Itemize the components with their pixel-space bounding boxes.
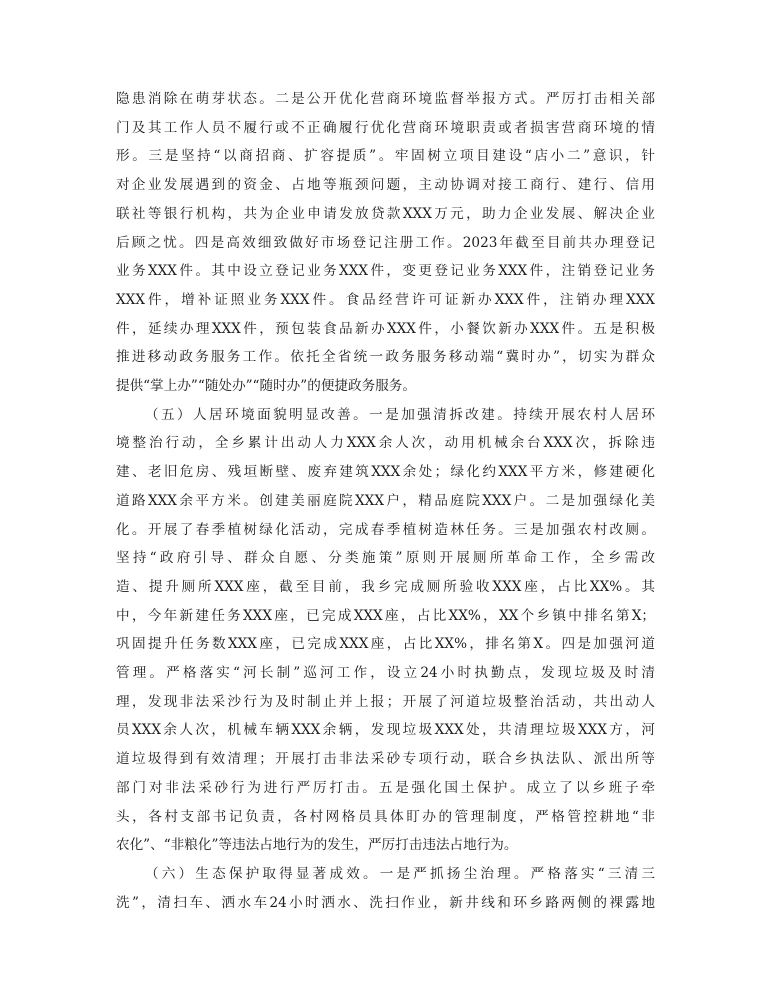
text-line: 理，发现非法采沙行为及时制止并上报；开展了河道垃圾整治活动，共出动人 [116,693,655,710]
text-line: 中，今年新建任务XXX座，已完成XXX座，占比XX%，XX个乡镇中排名第X； [116,607,655,624]
text-line: 提供“掌上办”“随处办”“随时办”的便捷政务服务。 [116,378,416,394]
text-line: 建、老旧危房、残垣断壁、废弃建筑XXX余处；绿化约XXX平方米，修建硬化 [116,464,655,481]
text-line: 巩固提升任务数XXX座，已完成XXX座，占比XX%，排名第X。四是加强河道 [116,636,655,653]
text-line: 件，延续办理XXX件，预包装食品新办XXX件，小餐饮新办XXX件。五是积极 [116,320,655,337]
text-line: 农化”、“非粮化”等违法占地行为的发生，严厉打击违法占地行为。 [116,837,518,854]
text-line: 联社等银行机构，共为企业申请发放贷款XXX万元，助力企业发展、解决企业 [116,205,655,222]
text-line: 对企业发展遇到的资金、占地等瓶颈问题，主动协调对接工商行、建行、信用 [116,177,655,194]
text-line: 员XXX余人次，机械车辆XXX余辆，发现垃圾XXX处，共清理垃圾XXX方，河 [116,722,655,739]
text-line: 推进移动政务服务工作。依托全省统一政务服务移动端“冀时办”，切实为群众 [116,349,655,366]
text-line: 坚持“政府引导、群众自愿、分类施策”原则开展厕所革命工作，全乡需改 [116,550,655,567]
text-line: 后顾之忧。四是高效细致做好市场登记注册工作。2023年截至目前共办理登记 [116,234,655,251]
text-line: （六）生态保护取得显著成效。一是严抓扬尘治理。严格落实“三清三 [145,865,655,882]
text-line: 管理。严格落实“河长制”巡河工作，设立24小时执勤点，发现垃圾及时清 [116,665,655,681]
text-line: XXX件，增补证照业务XXX件。食品经营许可证新办XXX件，注销办理XXX [116,291,655,308]
text-line: 洗”，清扫车、洒水车24小时洒水、洗扫作业，新井线和环乡路两侧的裸露地 [116,894,655,911]
text-line: 境整治行动，全乡累计出动人力XXX余人次，动用机械余台XXX次，拆除违 [116,435,655,452]
text-line: 隐患消除在萌芽状态。二是公开优化营商环境监督举报方式。严厉打击相关部 [116,91,655,107]
text-line: 造、提升厕所XXX座，截至目前，我乡完成厕所验收XXX座，占比XX%。其 [116,578,655,595]
text-line: 业务XXX件。其中设立登记业务XXX件，变更登记业务XXX件，注销登记业务 [116,263,655,280]
text-line: 道路XXX余平方米。创建美丽庭院XXX户，精品庭院XXX户。二是加强绿化美 [116,492,655,509]
text-line: 头，各村支部书记负责，各村网格员具体盯办的管理制度，严格管控耕地“非 [116,808,655,825]
text-line: 部门对非法采砂行为进行严厉打击。五是强化国土保护。成立了以乡班子牵 [116,779,655,796]
text-line: 形。三是坚持“以商招商、扩容提质”。牢固树立项目建设“店小二”意识，针 [116,148,655,165]
text-line: 门及其工作人员不履行或不正确履行优化营商环境职责或者损害营商环境的情 [116,119,655,136]
text-line: 道垃圾得到有效清理；开展打击非法采砂专项行动，联合乡执法队、派出所等 [116,751,655,768]
text-line: 化。开展了春季植树绿化活动，完成春季植树造林任务。三是加强农村改厕。 [116,521,655,538]
text-line: （五）人居环境面貌明显改善。一是加强清拆改建。持续开展农村人居环 [145,406,655,423]
